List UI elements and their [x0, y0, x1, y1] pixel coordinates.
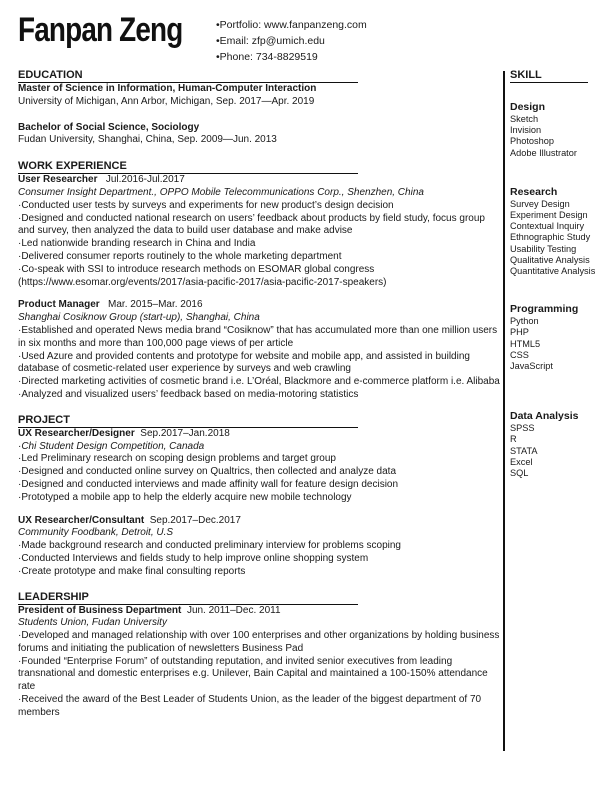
role-dates: Jun. 2011–Dec. 2011 [186, 604, 281, 616]
skill-group-data-analysis: Data Analysis [510, 410, 579, 423]
role-title: President of Business Department [18, 604, 182, 616]
bullet: ·Designed and conducted national research on users’ feedback about products by field study, focus group and survey, then analyzed the data to build user database and make advise [18, 212, 485, 237]
portfolio-link[interactable]: •Portfolio: www.fanpanzeng.com [216, 19, 367, 31]
education-entry [18, 83, 504, 109]
column-divider [503, 71, 505, 751]
education-heading: EDUCATION [18, 69, 358, 83]
bullet: ·Designed and conducted online survey on Qualtrics, then collected and analyze data [18, 466, 397, 478]
work-entry [18, 299, 504, 401]
degree-detail: University of Michigan, Ann Arbor, Michigan, Sep. 2017—Apr. 2019 [18, 95, 315, 107]
role-org: Shanghai Cosiknow Group (start-up), Shanghai, China [18, 312, 260, 324]
skill-group-programming: Programming [510, 303, 579, 316]
skill-item: Experiment Design [510, 210, 588, 221]
bullet: ·Led nationwide branding research in China and India [18, 238, 256, 250]
role-org: Students Union, Fudan University [18, 617, 167, 629]
skill-heading: SKILL [510, 69, 588, 83]
skill-item: STATA [510, 445, 538, 456]
project-heading: PROJECT [18, 414, 358, 428]
bullet: ·Led Preliminary research on scoping design problems and target group [18, 453, 336, 465]
bullet: ·Made background research and conducted preliminary interview for problems scoping [18, 540, 401, 552]
bullet: ·Used Azure and provided contents and prototype for website and mobile app, and assisted in building database of cosmetic-related user experience by surveys and web crawling [18, 350, 470, 375]
skill-item: SQL [510, 468, 529, 479]
work-entry [18, 174, 504, 289]
skill-group-research: Research [510, 185, 558, 198]
skill-item: CSS [510, 349, 529, 360]
role-dates: Mar. 2015–Mar. 2016 [108, 299, 203, 311]
leadership-entry [18, 605, 504, 720]
role-title: UX Researcher/Designer [18, 427, 135, 439]
skill-item: Excel [510, 456, 533, 467]
skill-item: SPSS [510, 423, 535, 434]
role-title: UX Researcher/Consultant [18, 514, 145, 526]
role-org: ·Chi Student Design Competition, Canada [18, 440, 205, 452]
work-heading: WORK EXPERIENCE [18, 160, 358, 174]
skill-item: Photoshop [510, 136, 554, 147]
role-dates: Sep.2017–Dec.2017 [149, 514, 241, 526]
skill-item: Sketch [510, 114, 539, 124]
skill-item: Survey Design [510, 198, 570, 209]
skill-column [510, 69, 610, 479]
bullet: ·Founded “Enterprise Forum” of outstanding reputation, and invited senior executives from leading transnational and domestic enterprises e.g. Unilever, Bain Capital and maintained a 100-150% attendance rate [18, 655, 488, 693]
bullet-link[interactable]: (https://www.esomar.org/events/2017/asia-pacific-2017/asia-pacific-2017-speakers) [18, 276, 387, 288]
skill-item: Contextual Inquiry [510, 221, 585, 232]
leadership-heading: LEADERSHIP [18, 591, 358, 605]
skill-item: Usability Testing [510, 243, 577, 254]
degree-title: Master of Science in Information, Human-Computer Interaction [18, 83, 317, 94]
role-title: Product Manager [18, 299, 100, 311]
skill-item: Invision [510, 125, 542, 136]
bullet: ·Analyzed and visualized users’ feedback based on media-motoring statistics [18, 388, 359, 400]
project-entry [18, 428, 504, 505]
bullet: ·Create prototype and make final consulting reports [18, 565, 246, 577]
bullet: ·Conducted user tests by surveys and experiments for new product’s design decision [18, 199, 394, 211]
bullet: ·Designed and conducted interviews and made affinity wall for feature design decision [18, 478, 399, 490]
bullet: ·Delivered consumer reports routinely to the whole marketing department [18, 250, 342, 262]
skill-item: PHP [510, 327, 529, 338]
bullet: ·Co-speak with SSI to introduce research methods on ESOMAR global congress [18, 263, 375, 275]
role-dates: Jul.2016-Jul.2017 [105, 174, 185, 186]
role-org: Consumer Insight Department., OPPO Mobile Telecommunications Corp., Shenzhen, China [18, 186, 424, 198]
skill-item: Adobe Illustrator [510, 147, 577, 158]
skill-group-design: Design [510, 101, 546, 113]
skill-item: Ethnographic Study [510, 232, 591, 243]
skill-item: HTML5 [510, 338, 541, 349]
skill-item: JavaScript [510, 361, 553, 372]
main-column [18, 69, 504, 720]
resume-name: Fanpan Zeng [18, 11, 183, 49]
degree-detail: Fudan University, Shanghai, China, Sep. 2009—Jun. 2013 [18, 134, 277, 146]
bullet: ·Prototyped a mobile app to help the elderly acquire new mobile technology [18, 491, 352, 503]
phone-text: •Phone: 734-8829519 [216, 51, 318, 63]
role-dates: Sep.2017–Jan.2018 [140, 427, 230, 439]
bullet: ·Received the award of the Best Leader of Students Union, as the leader of the biggest department of 70 members [18, 694, 482, 718]
bullet: ·Conducted Interviews and fields study to help improve online shopping system [18, 552, 369, 564]
role-title: User Researcher [18, 174, 98, 186]
skill-item: Quantitative Analysis [510, 266, 596, 277]
education-entry [18, 122, 504, 148]
skill-item: Python [510, 316, 539, 327]
bullet: ·Directed marketing activities of cosmetic brand i.e. L’Oréal, Blackmore and e-commerce platform i.e. Alibaba [18, 376, 500, 388]
degree-title: Bachelor of Social Science, Sociology [18, 121, 200, 133]
project-entry [18, 515, 504, 579]
bullet: ·Developed and managed relationship with over 100 enterprises and other organizations by holding business forums and initiating the publication of newsletters Business Pad [18, 630, 500, 654]
skill-item: R [510, 434, 517, 445]
role-org: Community Foodbank, Detroit, U.S [18, 527, 174, 539]
skill-item: Qualitative Analysis [510, 254, 590, 265]
contact-info [216, 17, 367, 65]
bullet: ·Established and operated News media brand “Cosiknow” that has accumulated more than one million users in six months and more than 100,000 page views of per article [18, 324, 498, 349]
email-link[interactable]: •Email: zfp@umich.edu [216, 35, 325, 47]
